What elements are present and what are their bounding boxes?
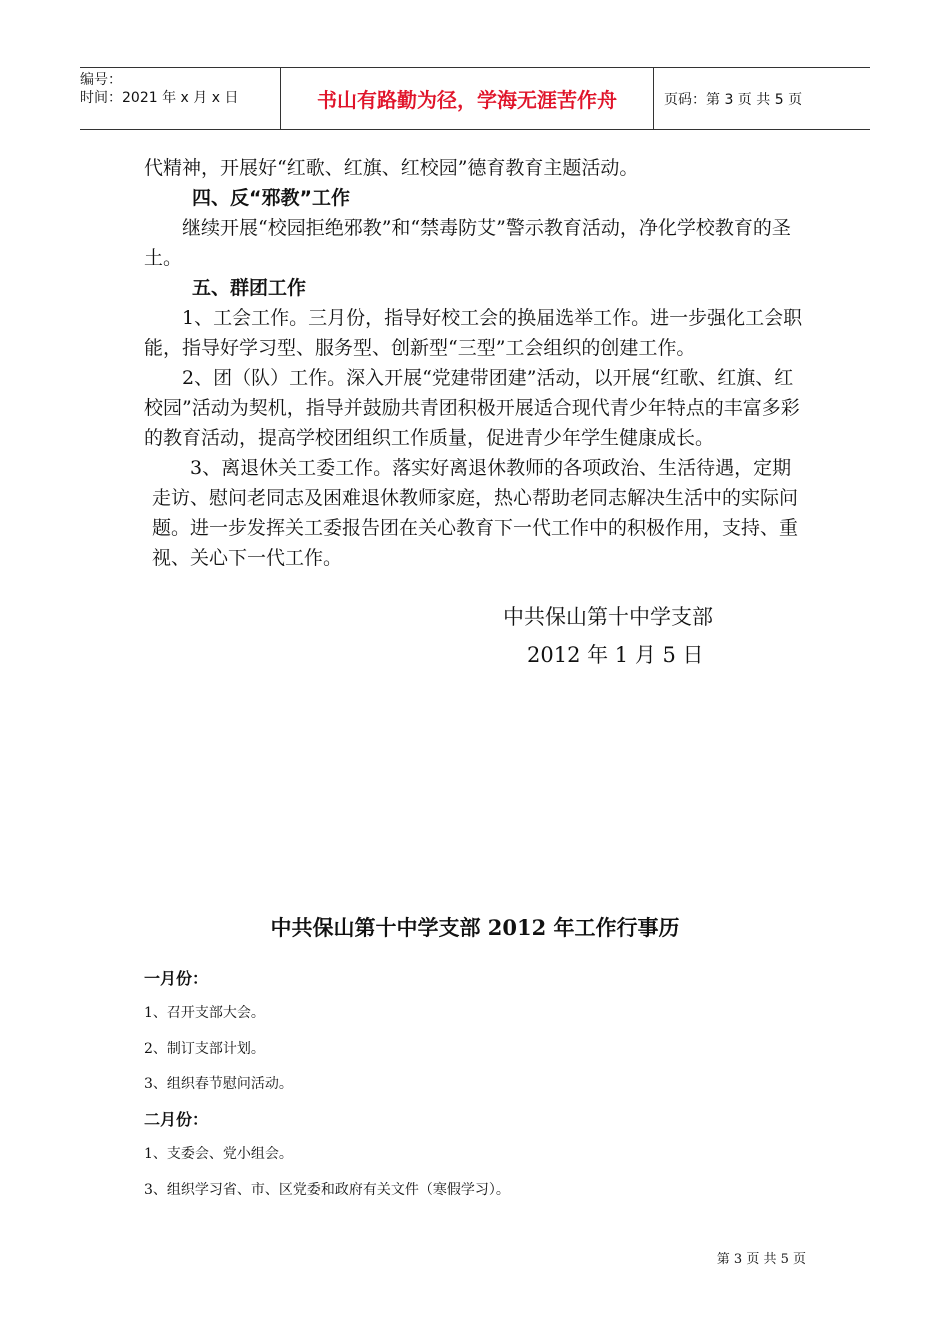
section-4-paragraph: 继续开展“校园拒绝邪教”和“禁毒防艾”警示教育活动，净化学校教育的圣土。 xyxy=(144,217,791,269)
list-item: 1、支委会、党小组会。 xyxy=(144,1146,293,1162)
page-footer: 第 3 页 共 5 页 xyxy=(716,1252,806,1267)
section-5-item-1: 1、工会工作。三月份，指导好校工会的换届选举工作。进一步强化工会职能，指导好学习型、服务型、创新型“三型”工会组织的创建工作。 xyxy=(144,307,803,359)
month-label-january: 一月份： xyxy=(144,969,209,988)
list-item: 1、召开支部大会。 xyxy=(144,1005,265,1021)
calendar-title: 中共保山第十中学支部 2012 年工作行事历 xyxy=(270,915,680,940)
page-header xyxy=(80,67,870,130)
section-5-item-2: 2、团（队）工作。深入开展“党建带团建”活动，以开展“红歌、红旗、红校园”活动为契机，指导并鼓励共青团积极开展适合现代青少年特点的丰富多彩的教育活动，提高学校团组织工作质量，促进青少年学生健康成长。 xyxy=(144,367,800,449)
signature-organization: 中共保山第十中学支部 xyxy=(503,605,713,629)
header-meta xyxy=(80,68,280,129)
list-item: 3、组织学习省、市、区党委和政府有关文件（寒假学习）。 xyxy=(144,1182,510,1198)
continued-paragraph: 代精神，开展好“红歌、红旗、红校园”德育教育主题活动。 xyxy=(144,157,639,179)
document-body xyxy=(144,153,809,573)
document-number-label: 编号： xyxy=(80,72,122,88)
list-item: 3、组织春节慰问活动。 xyxy=(144,1076,293,1092)
section-heading-4: 四、反“邪教”工作 xyxy=(192,187,350,209)
header-page-code: 页码：第 3 页 共 5 页 xyxy=(664,91,803,108)
section-heading-5: 五、群团工作 xyxy=(192,277,307,299)
month-label-february: 二月份： xyxy=(144,1110,209,1129)
header-motto: 书山有路勤为径，学海无涯苦作舟 xyxy=(280,68,654,129)
signature-date: 2012 年 1 月 5 日 xyxy=(527,643,704,667)
section-5-item-3: 3、离退休关工委工作。落实好离退休教师的各项政治、生活待遇，定期走访、慰问老同志及困难退休教师家庭，热心帮助老同志解决生活中的实际问题。进一步发挥关工委报告团在关心教育下一代工作中的积极作用，支持、重视、关心下一代工作。 xyxy=(152,457,799,569)
document-time-label: 时间：2021 年 x 月 x 日 xyxy=(80,90,239,106)
list-item: 2、制订支部计划。 xyxy=(144,1041,265,1057)
